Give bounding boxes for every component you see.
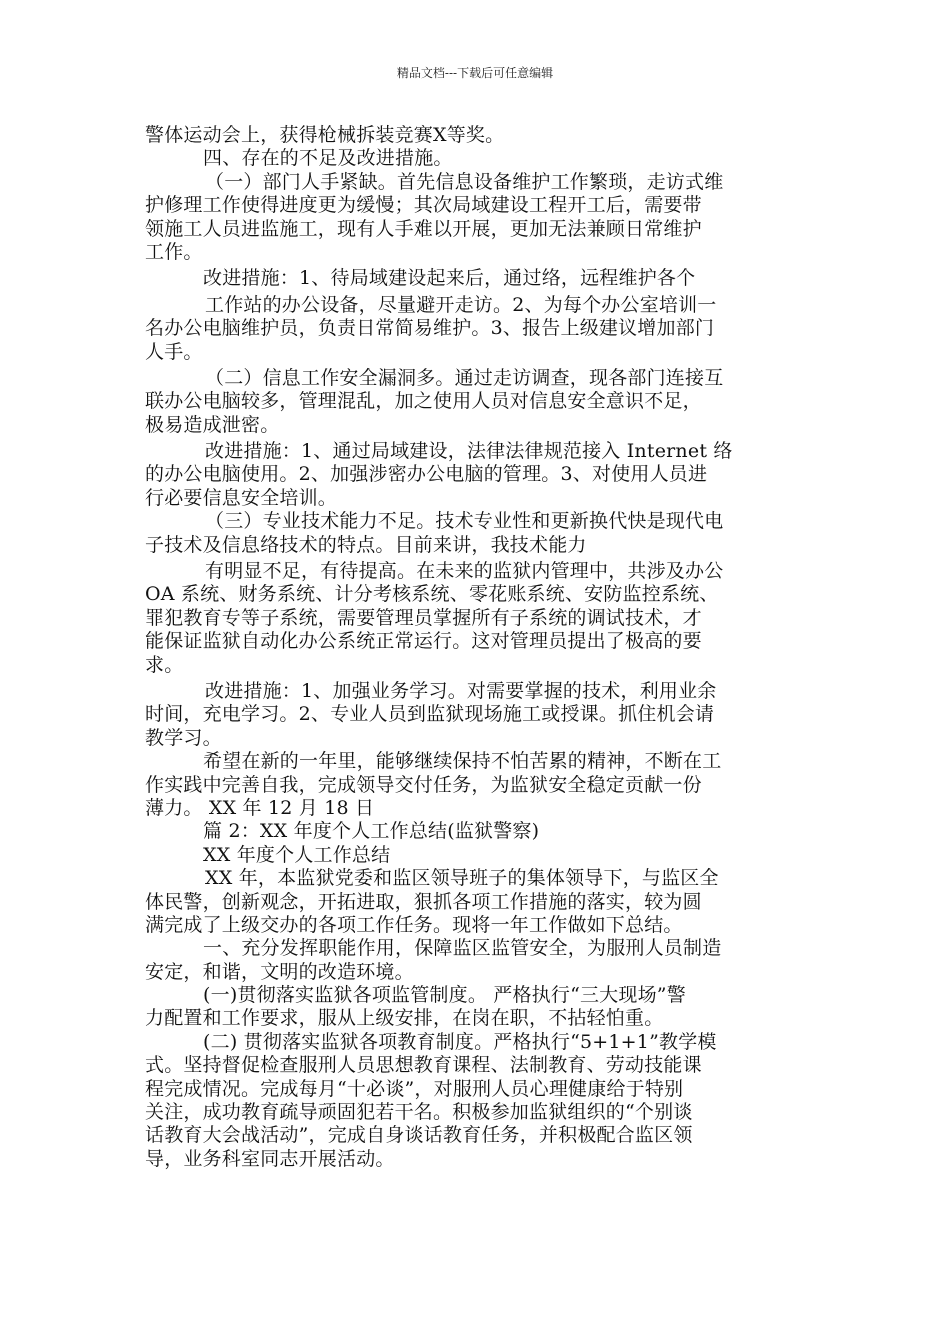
text-line: 领施工人员进监施工，现有人手难以开展，更加无法兼顾日常维护 [145,217,702,240]
text-line: 改进措施：1、加强业务学习。对需要掌握的技术，利用业余 [205,679,717,702]
text-line: 改进措施：1、通过局域建设，法律法律规范接入 Internet 络 [205,440,733,463]
text-line: OA 系统、财务系统、计分考核系统、零花账系统、安防监控系统、 [145,583,719,606]
text-line: 关注，成功教育疏导顽固犯若干名。积极参加监狱组织的“个别谈 [145,1101,693,1124]
text-line: 体民警，创新观念，开拓进取，狠抓各项工作措施的落实，较为圆 [145,890,702,913]
text-line: 联办公电脑较多，管理混乱，加之使用人员对信息安全意识不足， [145,390,702,413]
text-line: 话教育大会战活动”，完成自身谈话教育任务，并积极配合监区领 [145,1124,693,1147]
subsection-heading: （二）信息工作安全漏洞多。通过走访调查，现各部门连接互 [205,366,724,389]
section-heading: 四、存在的不足及改进措施。 [203,147,453,170]
article-subtitle: XX 年度个人工作总结 [203,843,391,866]
text-line: 能保证监狱自动化办公系统正常运行。这对管理员提出了极高的要 [145,630,702,653]
text-line: 满完成了上级交办的各项工作任务。现将一年工作做如下总结。 [145,913,683,936]
text-line: 导，业务科室同志开展活动。 [145,1147,395,1170]
text-line: 行必要信息安全培训。 [145,486,338,509]
article-title: 篇 2：XX 年度个人工作总结(监狱警察) [203,820,540,843]
text-line: 教学习。 [145,726,222,749]
text-line: 人手。 [145,340,203,363]
text-line: 极易造成泄密。 [145,413,280,436]
section-heading: 一、充分发挥职能作用，保障监区监管安全，为服刑人员制造 [203,937,722,960]
text-line: 力配置和工作要求，服从上级安排，在岗在职，不拈轻怕重。 [145,1007,664,1030]
text-line: 改进措施：1、待局域建设起来后，通过络，远程维护各个 [203,267,696,290]
text-line: 工作站的办公设备，尽量避开走访。2、为每个办公室培训一 [205,293,717,316]
document-body [145,124,810,1171]
subsection-heading: (二) 贯彻落实监狱各项教育制度。严格执行“5+1+1”教学模 [203,1030,717,1053]
text-line: 求。 [145,653,184,676]
text-line: 罪犯教育专等子系统，需要管理员掌握所有子系统的调试技术，才 [145,606,702,629]
text-line: 名办公电脑维护员，负责日常简易维护。3、报告上级建议增加部门 [145,317,715,340]
text-line: 的办公电脑使用。2、加强涉密办公电脑的管理。3、对使用人员进 [145,463,708,486]
text-line: 护修理工作使得进度更为缓慢；其次局域建设工程开工后，需要带 [145,194,702,217]
text-line: 时间，充电学习。2、专业人员到监狱现场施工或授课。抓住机会请 [145,703,715,726]
text-line: 作实践中完善自我，完成领导交付任务，为监狱安全稳定贡献一份 [145,773,702,796]
text-line: XX 年，本监狱党委和监区领导班子的集体领导下，与监区全 [205,867,719,890]
text-line: 程完成情况。完成每月“十必谈”，对服刑人员心理健康给于特别 [145,1077,684,1100]
text-line: 有明显不足，有待提高。在未来的监狱内管理中，共涉及办公 [205,560,724,583]
subsection-heading: （三）专业技术能力不足。技术专业性和更新换代快是现代电 [205,510,724,533]
text-line: 安定，和谐，文明的改造环境。 [145,960,414,983]
text-line: 工作。 [145,240,203,263]
page-header: 精品文档---下载后可任意编辑 [396,66,554,80]
text-line: 式。坚持督促检查服刑人员思想教育课程、法制教育、劳动技能课 [145,1054,702,1077]
subsection-heading: (一)贯彻落实监狱各项监管制度。 严格执行“三大现场”警 [203,984,686,1007]
text-line: 警体运动会上，获得枪械拆装竞赛Ⅹ等奖。 [145,124,505,146]
text-line: 子技术及信息络技术的特点。目前来讲，我技术能力 [145,533,587,556]
text-line: 希望在新的一年里，能够继续保持不怕苦累的精神，不断在工 [203,750,722,773]
subsection-heading: （一）部门人手紧缺。首先信息设备维护工作繁琐，走访式维 [205,170,724,193]
date-line: 薄力。 XX 年 12 月 18 日 [145,796,375,819]
